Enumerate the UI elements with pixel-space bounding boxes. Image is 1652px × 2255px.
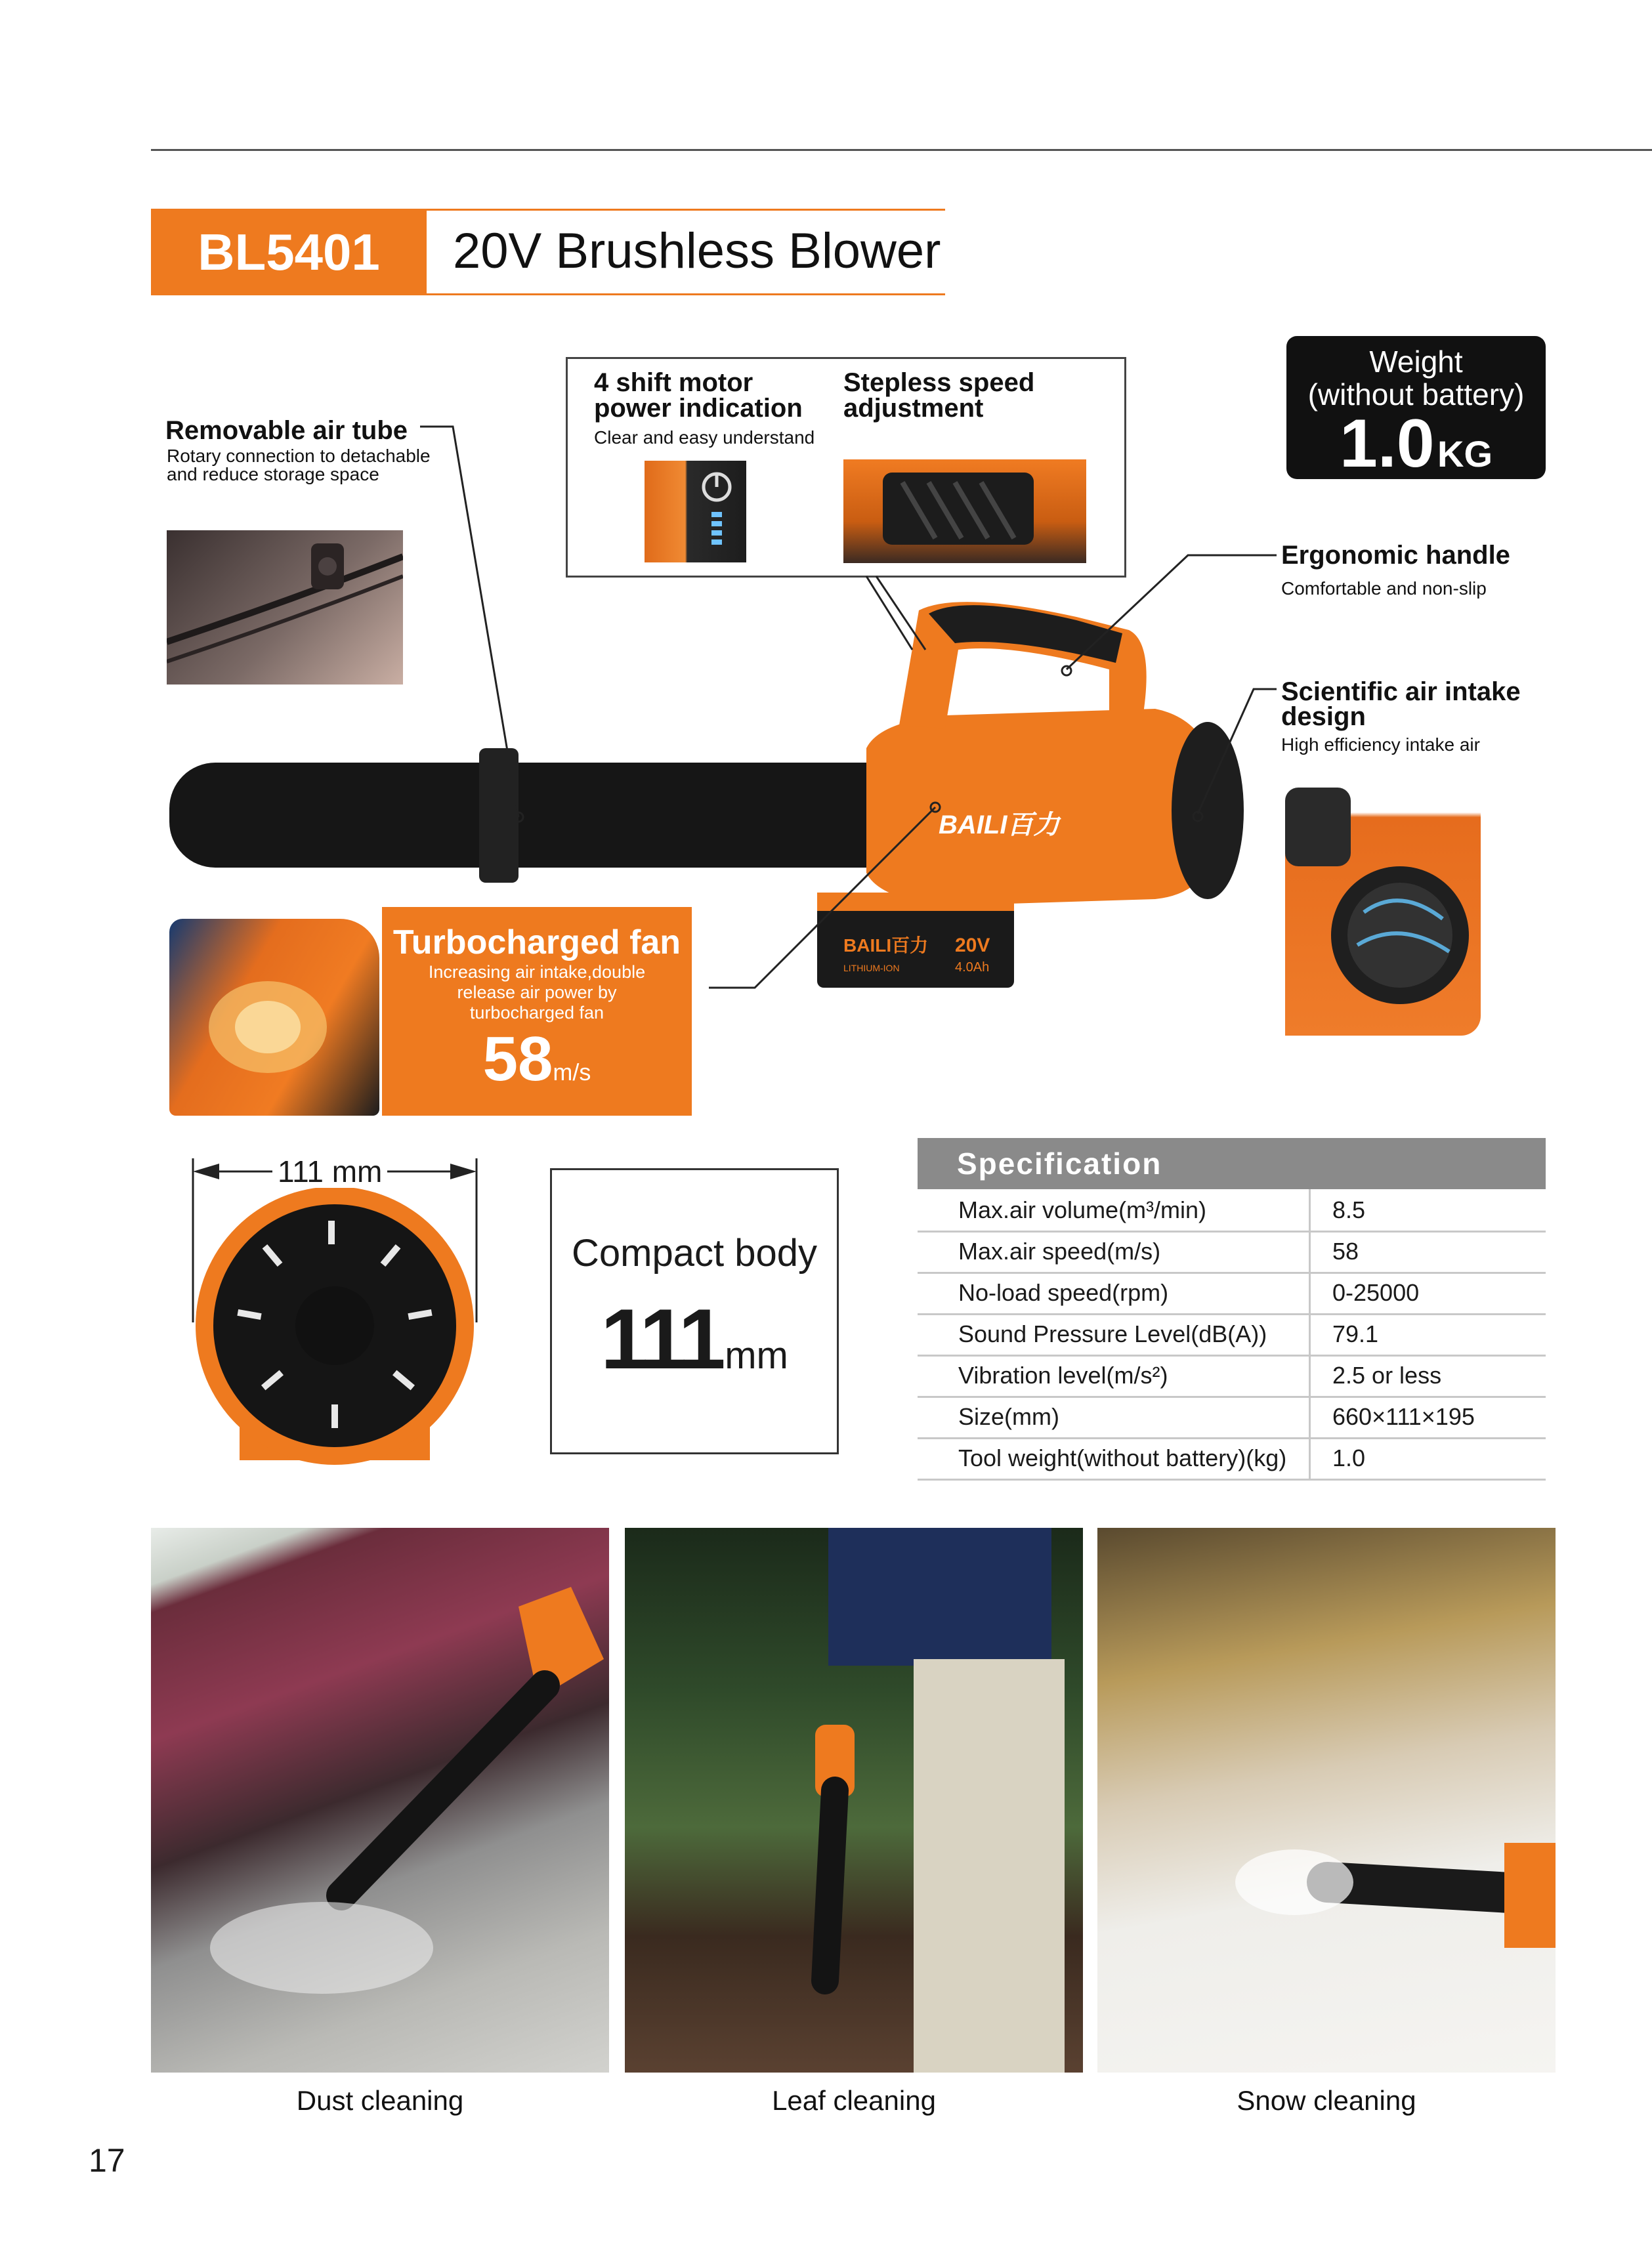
battery-type: LITHIUM-ION [843,963,900,973]
callout-leader-lines [0,0,1652,1024]
fan-desc-3: turbocharged fan [469,1003,604,1022]
weight-value: 1.0 [1339,406,1435,482]
dust-cleaning-caption: Dust cleaning [296,2085,464,2116]
speed-title-1: Stepless speed [843,368,1035,397]
spec-value: 0-25000 [1332,1279,1420,1306]
spec-key: Vibration level(m/s²) [958,1362,1168,1389]
fan-desc-1: Increasing air intake,double [428,962,646,982]
intake-desc: High efficiency intake air [1281,734,1480,755]
air-tube-desc-2: and reduce storage space [167,464,379,484]
spec-value: 2.5 or less [1332,1362,1442,1389]
spec-value: 58 [1332,1238,1359,1265]
spec-key: Size(mm) [958,1403,1059,1430]
spec-row [918,1396,1546,1439]
battery-brand: BAILI百力 [843,935,929,956]
fan-speed-value: 58 [482,1024,553,1094]
fan-desc-2: release air power by [457,982,617,1002]
leaf-blower-icon [625,1528,1083,2073]
intake-title-2: design [1281,702,1366,731]
spec-value: 79.1 [1332,1320,1379,1347]
compact-value-line [552,1290,837,1415]
speed-title-2: adjustment [843,394,984,423]
arrow-left-icon [193,1164,219,1179]
spec-table-header: Specification [918,1138,1546,1189]
page-number: 17 [89,2142,125,2179]
spec-key: Max.air speed(m/s) [958,1238,1161,1265]
intake-title-1: Scientific air intake [1281,677,1521,706]
spec-key: No-load speed(rpm) [958,1279,1169,1306]
spec-row [918,1437,1546,1481]
fan-value-line [382,1023,692,1114]
turbo-fan-box [382,907,692,1116]
weight-unit: KG [1437,433,1493,474]
snow-blower-icon [1097,1528,1556,2073]
compact-body-box [550,1168,839,1454]
arrow-right-icon [450,1164,477,1179]
spec-row [918,1355,1546,1398]
front-view-image [190,1152,479,1467]
spec-value: 8.5 [1332,1196,1366,1223]
fan-glow-icon [169,919,379,1116]
motor-title-2: power indication [594,394,803,423]
fan-title: Turbocharged fan [392,923,681,961]
turbo-fan-photo [169,919,379,1116]
dust-blower-icon [151,1528,609,2073]
motor-desc: Clear and easy understand [594,427,815,448]
air-tube-desc-1: Rotary connection to detachable [167,446,431,466]
page-title: 20V Brushless Blower [453,223,941,279]
body-brand-logo: BAILI百力 [939,811,1060,839]
battery-voltage: 20V [955,935,990,956]
handle-desc: Comfortable and non-slip [1281,578,1487,599]
compact-unit: mm [725,1334,788,1377]
battery-capacity: 4.0Ah [955,960,990,975]
snow-cleaning-caption: Snow cleaning [1237,2085,1416,2116]
fan-speed-unit: m/s [553,1059,591,1085]
dust-cleaning-photo [151,1528,609,2073]
compact-value: 111 [601,1291,722,1387]
spec-value: 1.0 [1332,1444,1366,1471]
motor-title-1: 4 shift motor [594,368,753,397]
compact-title: Compact body [572,1232,817,1275]
spec-key: Max.air volume(m³/min) [958,1196,1207,1223]
weight-label-1: Weight [1369,345,1463,379]
handle-title: Ergonomic handle [1281,541,1510,570]
weight-label-2: (without battery) [1307,377,1525,411]
leaf-cleaning-caption: Leaf cleaning [772,2085,936,2116]
spec-key: Sound Pressure Level(dB(A)) [958,1320,1267,1347]
spec-row [918,1189,1546,1233]
spec-row [918,1231,1546,1274]
spec-key: Tool weight(without battery)(kg) [958,1444,1287,1471]
leaf-cleaning-photo [625,1528,1083,2073]
model-badge: BL5401 [151,209,427,295]
spec-row [918,1313,1546,1357]
spec-row [918,1272,1546,1315]
snow-cleaning-photo [1097,1528,1556,2073]
diameter-label: 111 mm [272,1155,387,1188]
air-tube-title: Removable air tube [165,416,408,445]
spec-value: 660×111×195 [1332,1403,1475,1430]
